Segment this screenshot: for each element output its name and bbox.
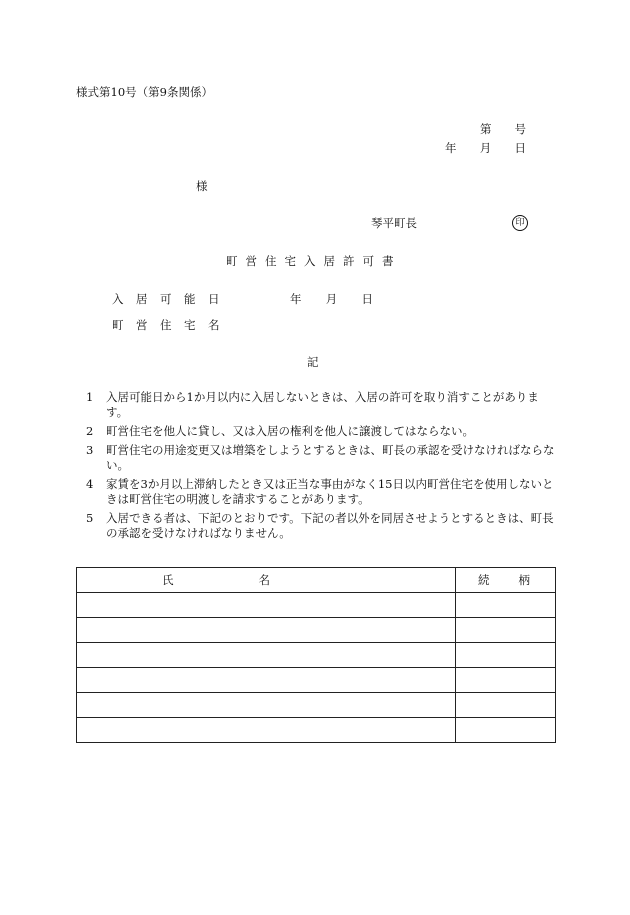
note-number: 4 bbox=[86, 477, 94, 491]
name-cell[interactable] bbox=[77, 643, 456, 668]
note-text: 入居可能日から1か月以内に入居しないときは、入居の許可を取り消すことがあります。 bbox=[106, 390, 539, 419]
move-in-day: 日 bbox=[361, 292, 373, 306]
date-year: 年 bbox=[445, 141, 457, 155]
name-cell[interactable] bbox=[77, 668, 456, 693]
move-in-date-label: 入居可能日 bbox=[112, 292, 232, 306]
seal-mark: 印 bbox=[512, 215, 528, 231]
relation-cell[interactable] bbox=[456, 693, 556, 718]
relation-column-header bbox=[456, 568, 556, 593]
number-prefix: 第 bbox=[480, 122, 492, 136]
note-number: 2 bbox=[86, 424, 94, 438]
household-members-table bbox=[76, 567, 556, 743]
relation-cell[interactable] bbox=[456, 618, 556, 643]
name-column-header bbox=[77, 568, 456, 593]
move-in-date-value bbox=[290, 292, 373, 306]
relation-header-left: 続 bbox=[478, 573, 490, 587]
relation-cell[interactable] bbox=[456, 593, 556, 618]
name-cell[interactable] bbox=[77, 593, 456, 618]
note-number: 3 bbox=[86, 443, 94, 457]
addressee-suffix: 様 bbox=[196, 179, 208, 193]
name-header-right: 名 bbox=[258, 573, 270, 587]
note-text: 町営住宅を他人に貸し、又は入居の権利を他人に譲渡してはならない。 bbox=[106, 424, 474, 438]
note-item bbox=[86, 443, 556, 473]
move-in-year: 年 bbox=[290, 292, 302, 306]
table-row bbox=[77, 593, 556, 618]
housing-name-label: 町営住宅名 bbox=[112, 318, 232, 332]
name-cell[interactable] bbox=[77, 618, 456, 643]
table-row bbox=[77, 718, 556, 743]
move-in-month: 月 bbox=[325, 292, 338, 306]
note-item bbox=[86, 477, 556, 507]
table-row bbox=[77, 693, 556, 718]
name-cell[interactable] bbox=[77, 693, 456, 718]
document-title: 町営住宅入居許可書 bbox=[226, 254, 402, 268]
note-text: 家賃を3か月以上滞納したとき又は正当な事由がなく15日以内町営住宅を使用しないときは町営住宅の明渡しを請求することがあります。 bbox=[106, 477, 554, 506]
issuer: 琴平町長 bbox=[371, 216, 417, 230]
note-text: 入居できる者は、下記のとおりです。下記の者以外を同居させようとするときは、町長の承認を受けなければなりません。 bbox=[106, 511, 554, 540]
relation-cell[interactable] bbox=[456, 718, 556, 743]
table-header-row bbox=[77, 568, 556, 593]
date-line bbox=[445, 141, 526, 155]
ki-heading: 記 bbox=[307, 355, 319, 369]
note-number: 1 bbox=[86, 390, 94, 404]
relation-cell[interactable] bbox=[456, 643, 556, 668]
date-day: 日 bbox=[514, 141, 526, 155]
relation-cell[interactable] bbox=[456, 668, 556, 693]
date-month: 月 bbox=[479, 141, 492, 155]
note-text: 町営住宅の用途変更又は増築をしようとするときは、町長の承認を受けなければならない。 bbox=[106, 443, 555, 472]
relation-header-right: 柄 bbox=[518, 573, 530, 587]
number-suffix: 号 bbox=[514, 122, 526, 136]
table-row bbox=[77, 618, 556, 643]
name-header-left: 氏 bbox=[162, 573, 174, 587]
table-row bbox=[77, 643, 556, 668]
form-id: 様式第10号（第9条関係） bbox=[76, 85, 213, 99]
note-item bbox=[86, 390, 556, 420]
name-cell[interactable] bbox=[77, 718, 456, 743]
notes-list bbox=[86, 390, 556, 545]
note-item bbox=[86, 424, 556, 439]
number-line bbox=[480, 122, 526, 136]
table-row bbox=[77, 668, 556, 693]
note-item bbox=[86, 511, 556, 541]
note-number: 5 bbox=[86, 511, 94, 525]
